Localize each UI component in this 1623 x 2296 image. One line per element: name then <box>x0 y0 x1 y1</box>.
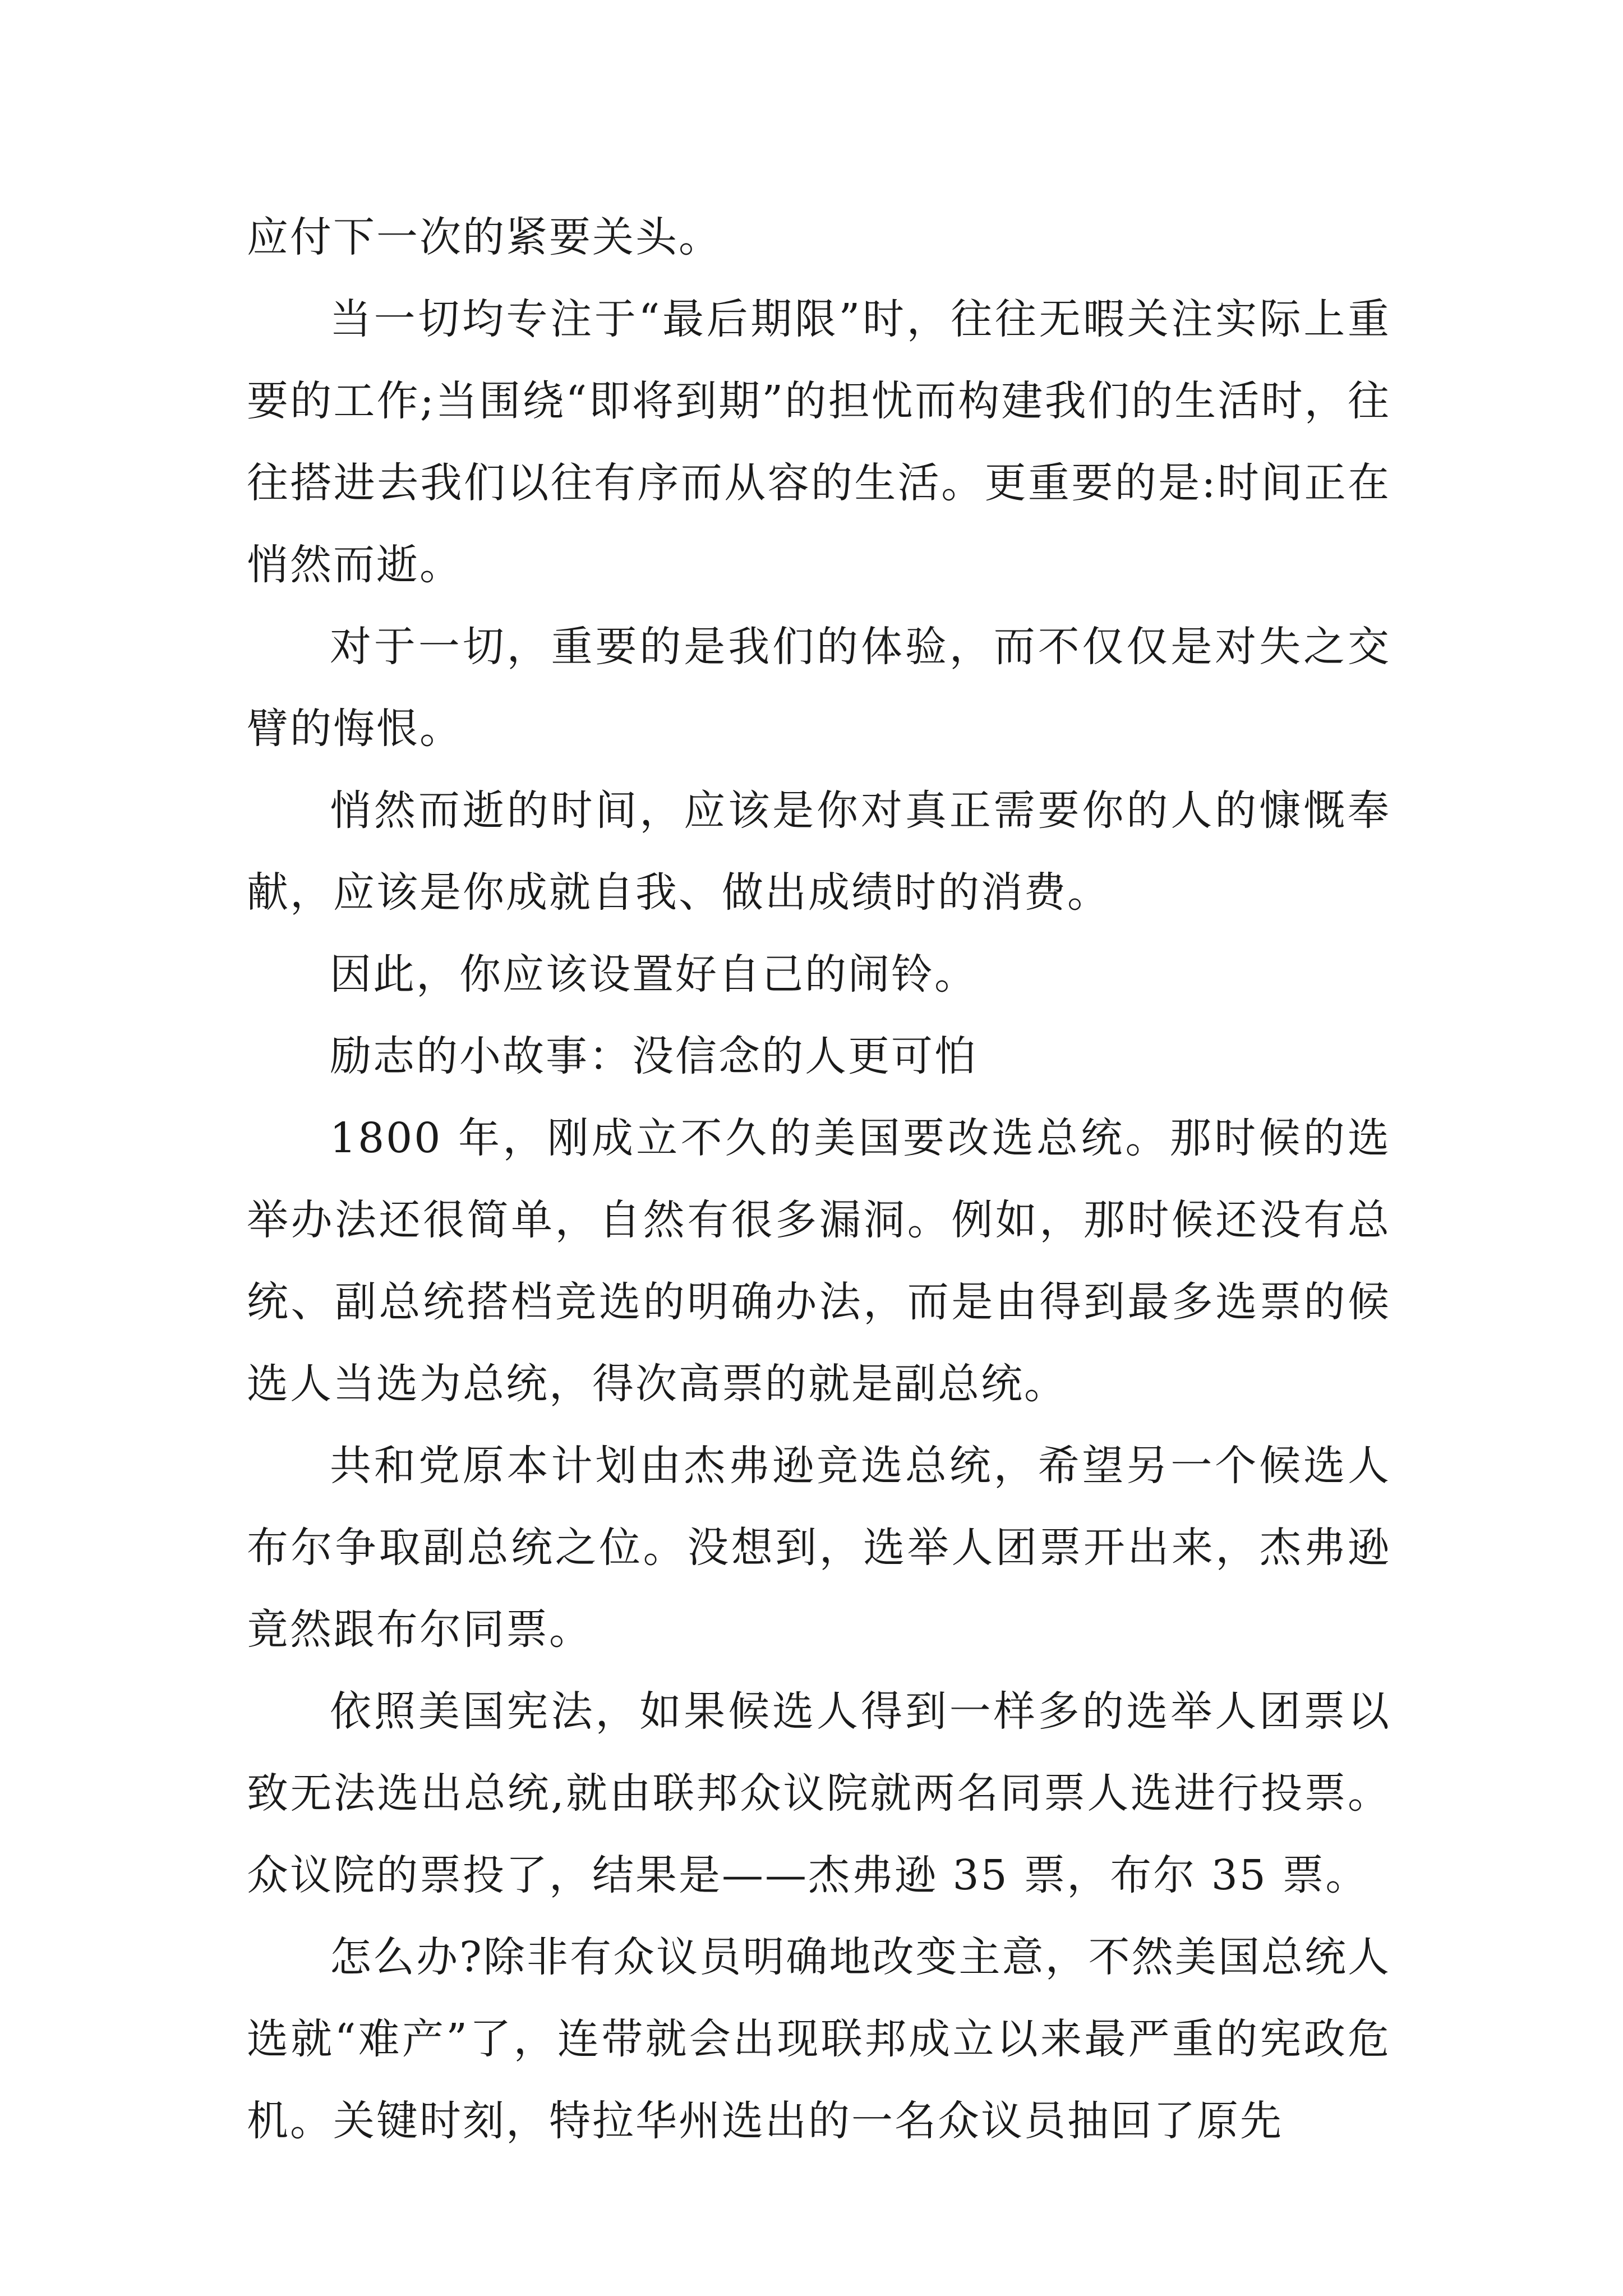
paragraph-4: 悄然而逝的时间，应该是你对真正需要你的人的慷慨奉献，应该是你成就自我、做出成绩时的消费。 <box>247 786 1391 917</box>
paragraph-8: 共和党原本计划由杰弗逊竞选总统，希望另一个候选人布尔争取副总统之位。没想到，选举人团票开出来，杰弗逊竟然跟布尔同票。 <box>247 1442 1391 1654</box>
paragraph-2: 当一切均专注于“最后期限”时，往往无暇关注实际上重要的工作;当围绕“即将到期”的担忧而构建我们的生活时，往往搭进去我们以往有序而从容的生活。更重要的是:时间正在悄然而逝。 <box>247 295 1391 589</box>
paragraph-9: 依照美国宪法，如果候选人得到一样多的选举人团票以致无法选出总统,就由联邦众议院就两名同票人选进行投票。众议院的票投了，结果是——杰弗逊 35 票，布尔 35 票。 <box>247 1687 1391 1899</box>
paragraph-1: 应付下一次的紧要关头。 <box>247 213 722 261</box>
paragraph-3: 对于一切，重要的是我们的体验，而不仅仅是对失之交臂的悔恨。 <box>247 623 1391 753</box>
paragraph-7: 1800 年，刚成立不久的美国要改选总统。那时候的选举办法还很简单，自然有很多漏洞。例如，那时候还没有总统、副总统搭档竞选的明确办法，而是由得到最多选票的候选人当选为总统，得次高票的就是副总统。 <box>247 1114 1391 1408</box>
story-heading: 励志的小故事：没信念的人更可怕 <box>330 1032 978 1080</box>
document-body <box>247 196 1391 2162</box>
paragraph-5: 因此，你应该设置好自己的闹铃。 <box>330 950 978 999</box>
paragraph-10: 怎么办?除非有众议员明确地改变主意，不然美国总统人选就“难产”了，连带就会出现联邦成立以来最严重的宪政危机。关键时刻，特拉华州选出的一名众议员抽回了原先 <box>247 1933 1391 2145</box>
